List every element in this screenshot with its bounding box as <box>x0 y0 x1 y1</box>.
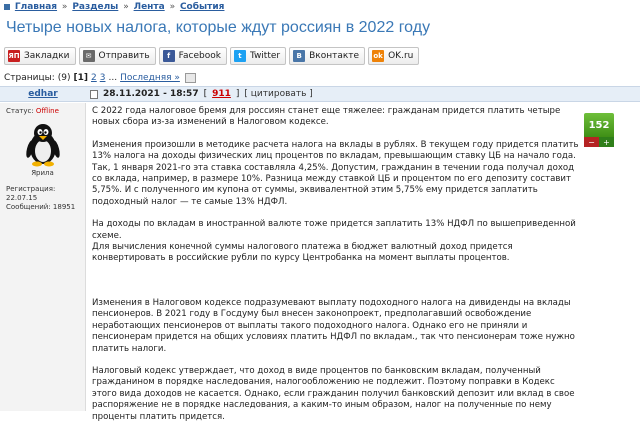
share-label: Twitter <box>249 51 281 61</box>
bracket-close: ] <box>235 89 240 99</box>
pagination-ellipsis: ... <box>108 73 118 83</box>
share-button-bookmark[interactable] <box>4 47 76 65</box>
status-label: Статус: <box>6 107 34 115</box>
post-author[interactable]: edhar <box>28 89 58 99</box>
share-label: Отправить <box>98 51 150 61</box>
bullet-icon <box>4 4 10 10</box>
pagination-label: Страницы: <box>4 73 55 83</box>
post-header <box>0 86 640 102</box>
pagination-page-3[interactable]: 3 <box>99 73 106 83</box>
user-registration: Регистрация: 22.07.15 <box>6 185 56 202</box>
breadcrumb-feed[interactable]: Лента <box>133 2 165 12</box>
post-rating <box>584 113 614 147</box>
penguin-avatar-icon[interactable] <box>19 121 67 167</box>
pagination-page-2[interactable]: 2 <box>91 73 97 83</box>
pagination-current: [1] <box>73 73 89 83</box>
ok-icon: ok <box>373 52 383 60</box>
vk-icon: В <box>293 50 305 62</box>
document-icon <box>90 90 98 99</box>
user-nickname: Ярила <box>31 169 54 177</box>
share-label: Facebook <box>178 51 221 61</box>
rating-score: 152 <box>584 113 614 137</box>
post-paragraph: Изменения в Налоговом кодексе подразумевают выплату подоходного налога на дивиденды на вклады пенсионеров. В 2021 году в Госдуму был внесен законопроект, предполагавший освобождение неработающих пенсионеров от выплаты такого подоходного налога. Однако его не приняли и пенсионерам придется на общих условиях платить НДФЛ по вкладам., так что пенсионерам тоже нужно платить налоги. <box>92 297 575 354</box>
post-body <box>92 106 582 423</box>
user-status <box>6 107 79 115</box>
status-value: Offline <box>35 107 59 115</box>
breadcrumb-separator: » <box>123 2 129 12</box>
share-bar <box>4 47 419 69</box>
share-button-facebook[interactable] <box>159 47 227 65</box>
mail-icon: ✉ <box>83 50 95 62</box>
pagination-count: (9) <box>57 73 71 83</box>
post-number-link[interactable]: 911 <box>212 89 231 99</box>
post-paragraph: Для вычисления конечной суммы налогового платежа в бюджет валютный доход придется конвертировать в российские рубли по курсу Центробанка на момент выплаты процентов. <box>92 242 513 264</box>
breadcrumb-separator: » <box>169 2 176 12</box>
post-meta <box>86 89 313 99</box>
share-button-mail[interactable] <box>79 47 156 65</box>
breadcrumb <box>0 0 640 14</box>
pagination-last[interactable]: Последняя » <box>120 73 180 83</box>
pagination <box>4 73 196 83</box>
post-paragraph: Изменения произошли в методике расчета налога на вклады в рублях. В текущем году придется платить 13% налога на доходы физических лиц процентов по вкладам, превышающим ставку ЦБ на начало года. Так, 1 января 2021-го эта ставка составляла 4,25%. Допустим, гражданин в течении года получал доход со вклада, например, в размере 10%. Разница между ставкой ЦБ и процентом по его депозиту составит 5,75%. И с полученного им купона от суммы, эквивалентной этим 5,75% ему придется заплатить подоходный налог — те самые 13% НДФЛ. <box>92 139 579 207</box>
vote-plus-button[interactable]: + <box>599 137 614 147</box>
bookmark-icon: ЯП <box>8 52 20 60</box>
user-sidebar <box>0 103 86 411</box>
page-title: Четыре новых налога, которые ждут россиян в 2022 году <box>6 19 431 36</box>
jump-page-button[interactable] <box>185 73 196 83</box>
breadcrumb-sections[interactable]: Разделы <box>72 2 119 12</box>
post-paragraph: Налоговый кодекс утверждает, что доход в виде процентов по банковским вкладам, полученный гражданином в порядке наследования, налогообложению не подлежит. Поэтому поправки в Кодекс этого вида доходов не касается. Однако, если гражданин получил банковский депозит или вклад в свое распоряжение не в порядке наследования, а каким-то иным образом, налог на полученные по нему проценты платить придется. <box>92 365 575 422</box>
post-paragraph: С 2022 года налоговое бремя для россиян станет еще тяжелее: гражданам придется платить четыре новых сбора из-за изменений в Налоговом кодексе. <box>92 106 561 128</box>
facebook-icon: f <box>163 50 175 62</box>
quote-link[interactable]: [ цитировать ] <box>244 89 313 99</box>
post-date: 28.11.2021 - 18:57 <box>103 89 199 99</box>
breadcrumb-home[interactable]: Главная <box>14 2 58 12</box>
bracket-open: [ <box>203 89 208 99</box>
share-label: Закладки <box>24 51 70 61</box>
share-button-vk[interactable] <box>289 47 365 65</box>
share-button-twitter[interactable] <box>230 47 286 65</box>
twitter-icon: t <box>234 50 246 62</box>
user-messages: Сообщений: 18951 <box>6 203 76 211</box>
post-paragraph: На доходы по вкладам в иностранной валюте тоже придется заплатить 13% НДФЛ по вышеприведенной схеме. <box>92 219 576 241</box>
breadcrumb-separator: » <box>61 2 68 12</box>
rating-votes <box>584 137 614 147</box>
vote-minus-button[interactable]: − <box>584 137 599 147</box>
share-button-ok[interactable] <box>368 47 419 65</box>
share-label: OK.ru <box>388 51 414 61</box>
share-label: Вконтакте <box>309 51 360 61</box>
breadcrumb-events[interactable]: События <box>179 2 225 12</box>
